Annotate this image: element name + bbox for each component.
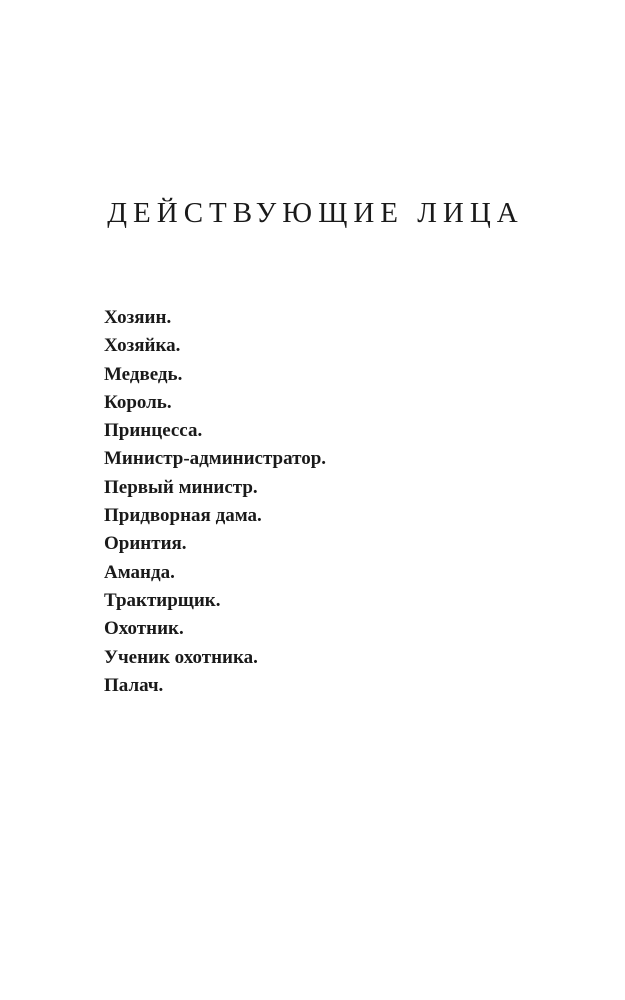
cast-item: Оринтия. <box>104 533 187 555</box>
cast-item: Охотник. <box>104 618 184 640</box>
page-title: ДЕЙСТВУЮЩИЕ ЛИЦА <box>107 197 524 229</box>
cast-list <box>104 304 326 700</box>
cast-item: Хозяин. <box>104 307 172 328</box>
cast-item: Министр-администратор. <box>104 448 327 470</box>
cast-item: Первый министр. <box>104 476 258 498</box>
cast-item: Хозяйка. <box>104 335 181 357</box>
cast-item: Принцесса. <box>104 420 203 442</box>
cast-item: Король. <box>104 391 172 413</box>
cast-item: Трактирщик. <box>104 589 221 611</box>
cast-item: Придворная дама. <box>104 505 262 527</box>
cast-item: Медведь. <box>104 363 183 385</box>
cast-item: Ученик охотника. <box>104 646 258 668</box>
cast-item: Палач. <box>104 674 164 696</box>
cast-item: Аманда. <box>104 561 175 583</box>
